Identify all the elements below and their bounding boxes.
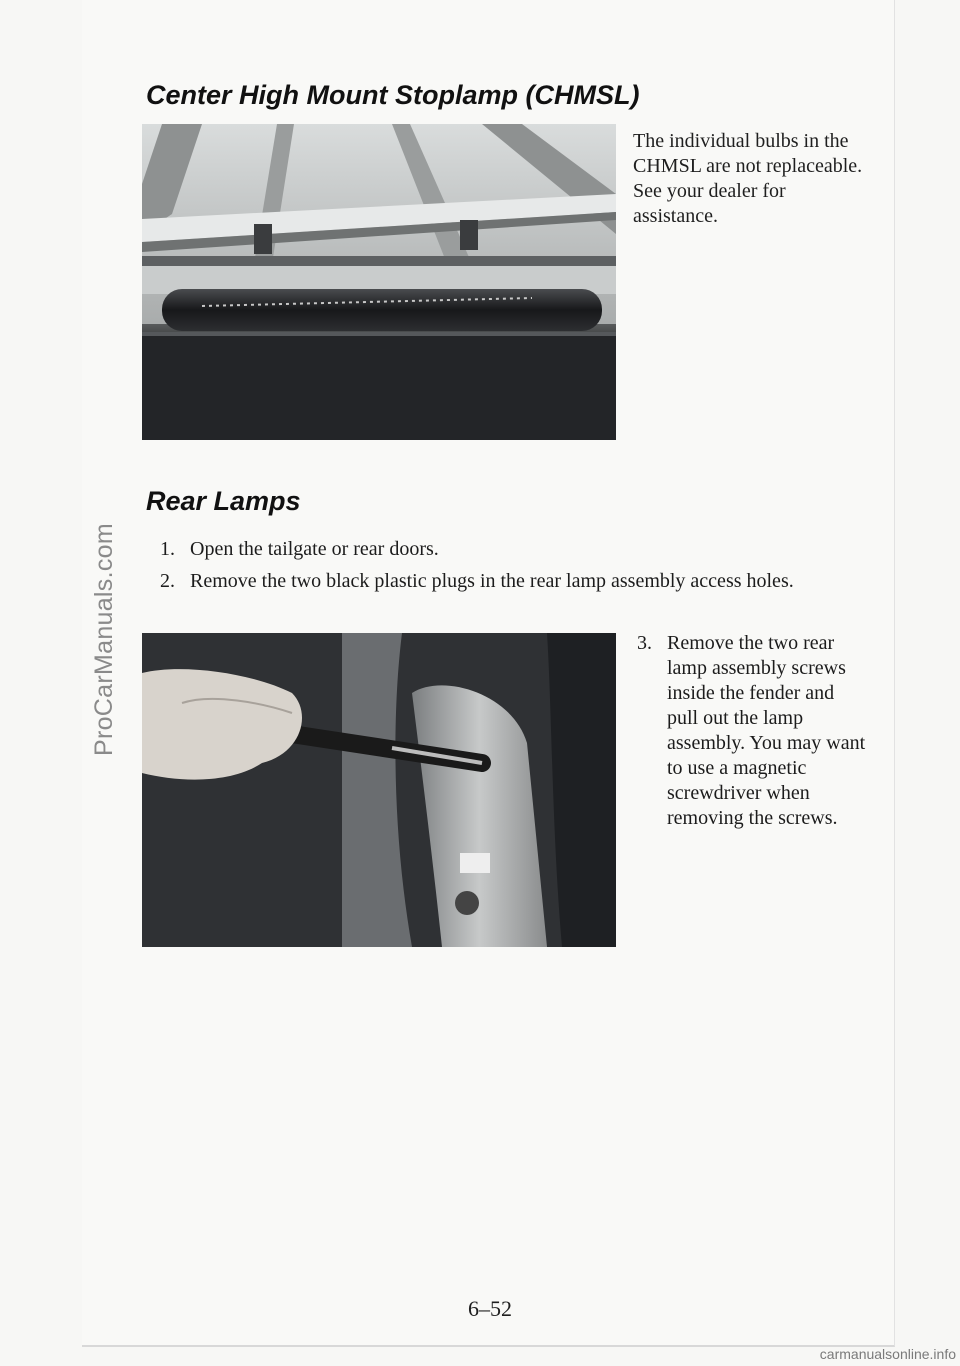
- rear-lamps-heading: Rear Lamps: [146, 486, 301, 516]
- step-3: [637, 631, 867, 831]
- chmsl-description: The individual bulbs in the CHMSL are not replaceable. See your dealer for assistance.: [633, 130, 863, 227]
- step-2-text: Remove the two black plastic plugs in the rear lamp assembly access holes.: [190, 570, 794, 592]
- step-1-number: 1.: [160, 538, 175, 560]
- rear-lamp-photo-illustration: [142, 633, 616, 947]
- page-number: 6–52: [468, 1296, 512, 1321]
- step-1: [160, 537, 860, 562]
- step-3-number: 3.: [637, 632, 652, 654]
- chmsl-photo: [142, 124, 616, 440]
- step-3-text: Remove the two rear lamp assembly screws inside the fender and pull out the lamp assembly. You may want to use a magnetic screwdriver when removing the screws.: [667, 632, 866, 829]
- side-watermark: ProCarManuals.com: [90, 523, 118, 757]
- chmsl-photo-illustration: [142, 124, 616, 440]
- rear-lamp-photo: [142, 633, 616, 947]
- step-1-text: Open the tailgate or rear doors.: [190, 538, 439, 560]
- step-2-number: 2.: [160, 570, 175, 592]
- footer-watermark: carmanualsonline.info: [819, 1346, 956, 1362]
- chmsl-heading: Center High Mount Stoplamp (CHMSL): [146, 80, 640, 110]
- step-2: [160, 569, 860, 594]
- rear-lamps-steps: [160, 537, 860, 594]
